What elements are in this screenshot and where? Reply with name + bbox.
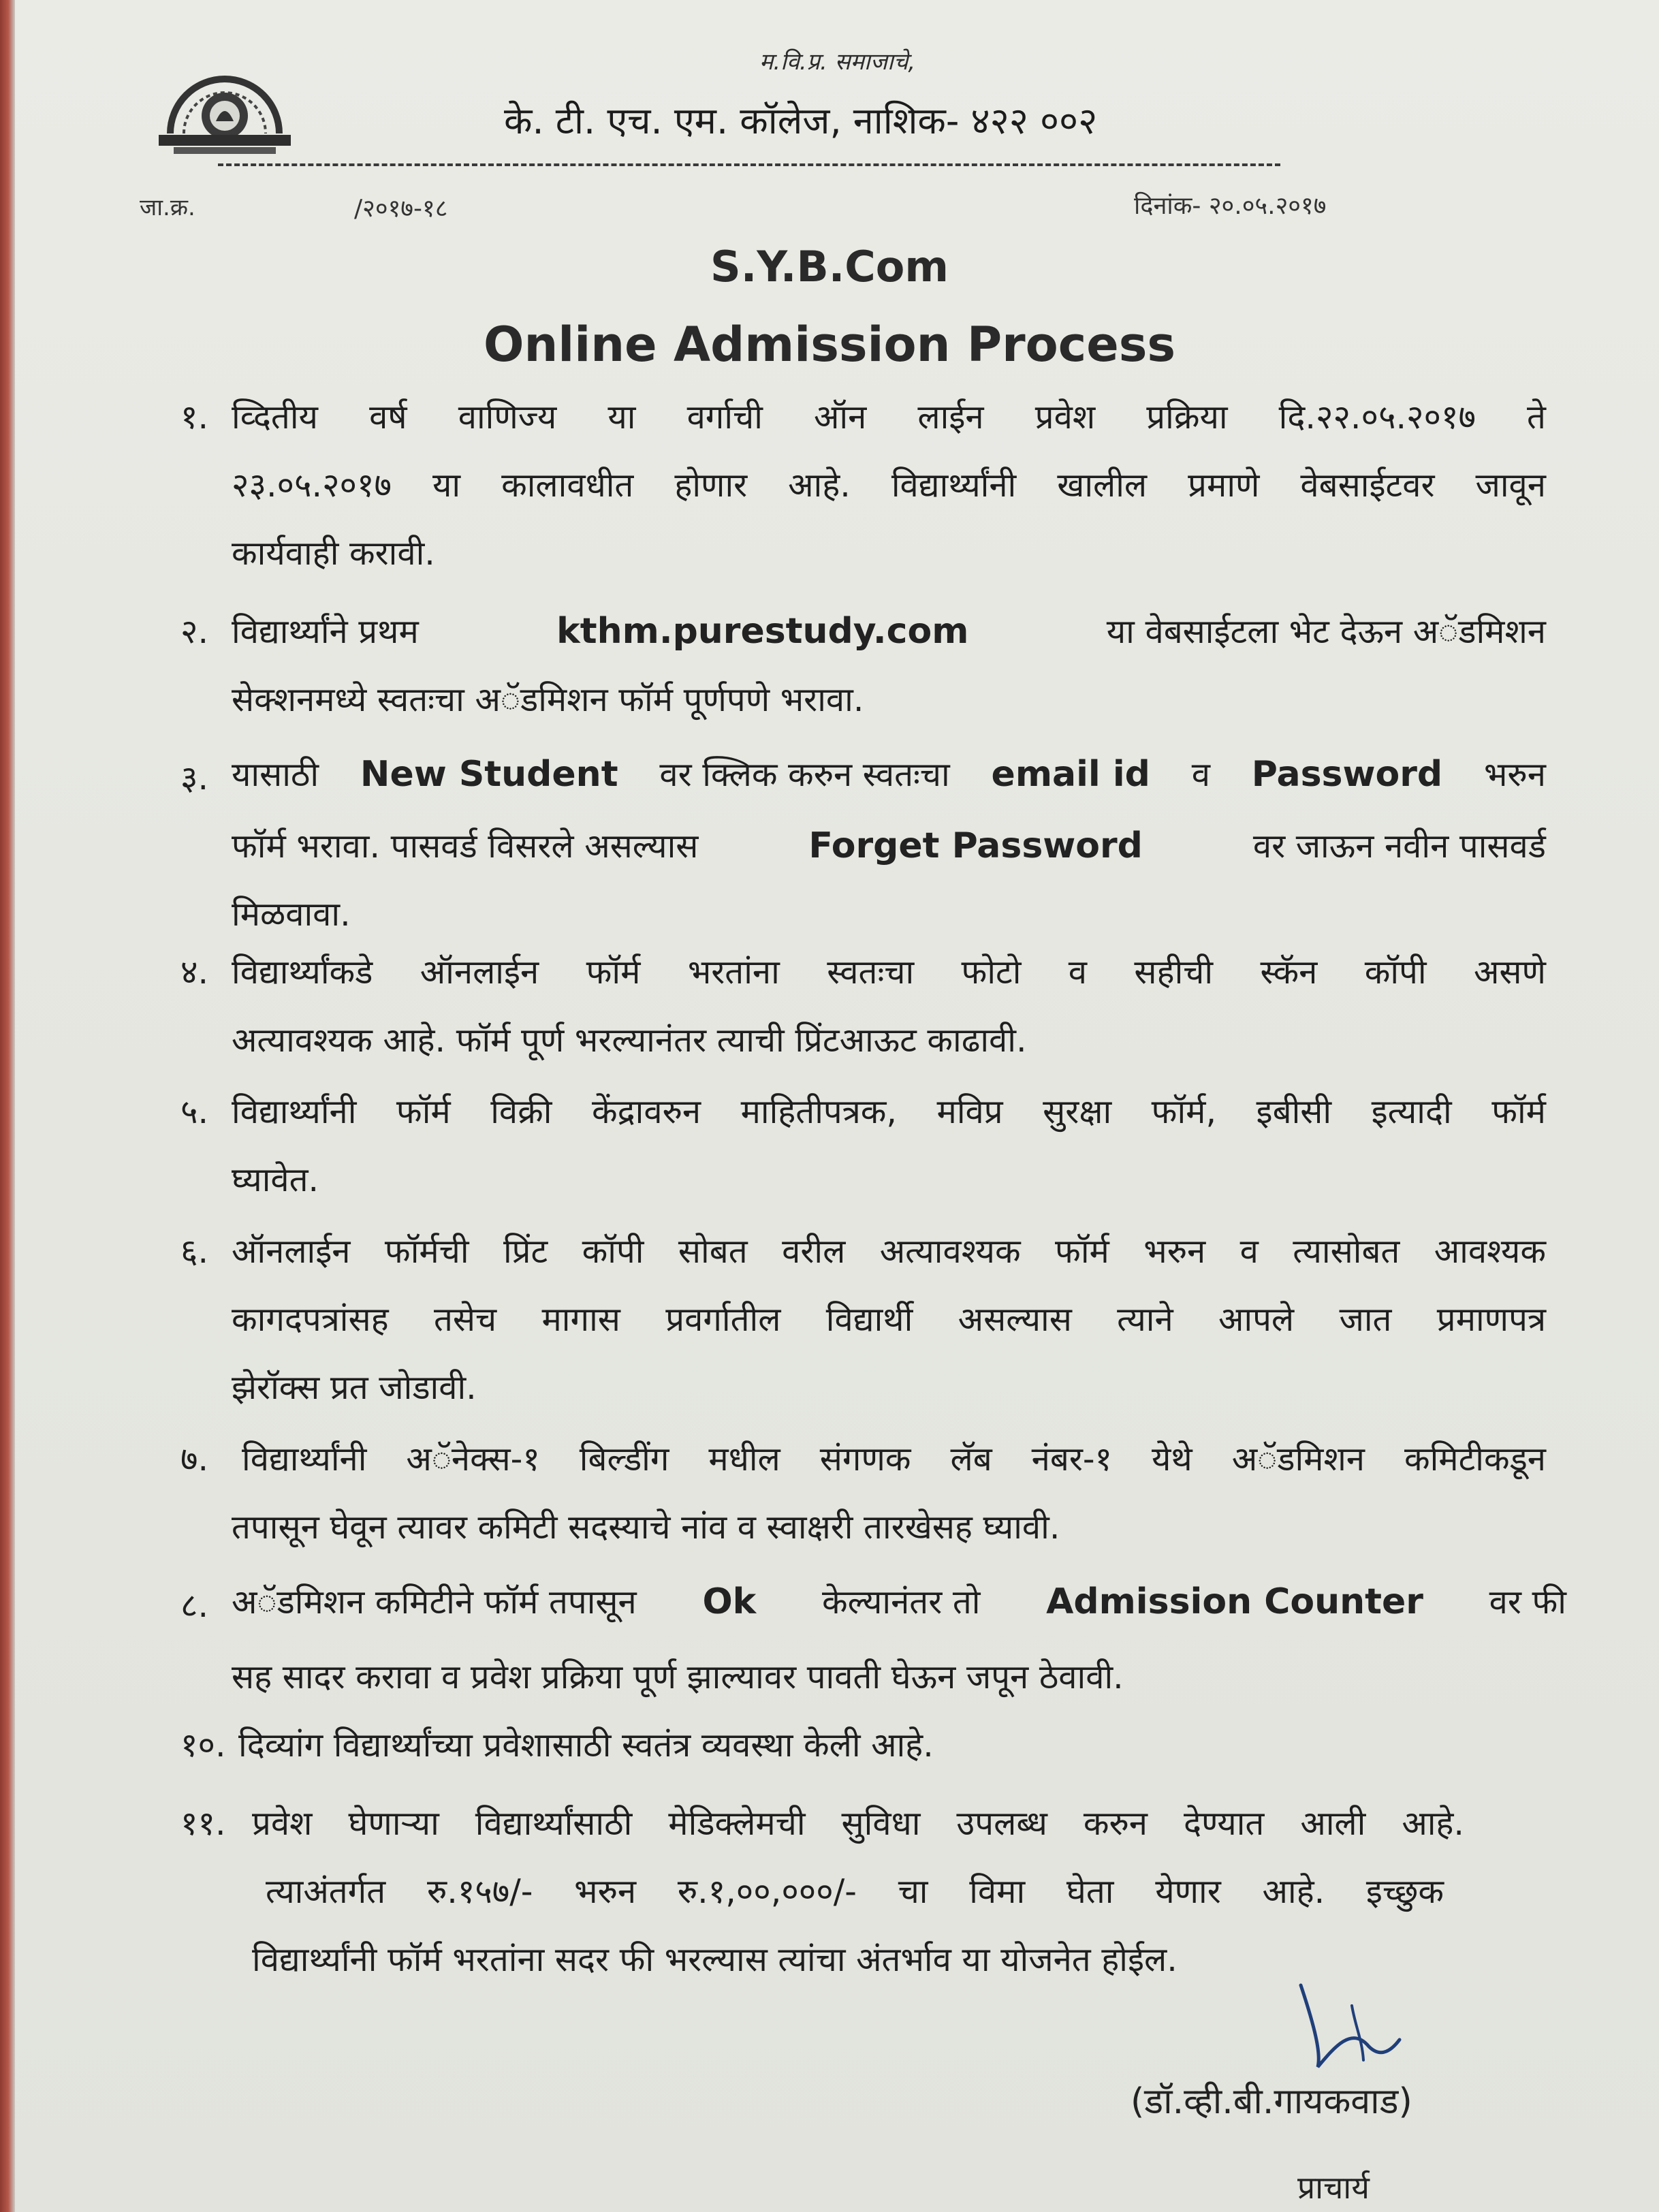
item-text: यासाठी: [232, 755, 319, 794]
signature-icon: [1287, 1965, 1410, 2081]
item-text: केल्यानंतर तो: [821, 1583, 981, 1622]
item-text: व: [1191, 755, 1210, 794]
item-line: विद्यार्थ्यांनी अॅनेक्स-१ बिल्डींग मधील संगणक लॅब नंबर-१ येथे अॅडमिशन कमिटीकडून: [242, 1440, 1546, 1479]
item-line: कागदपत्रांसह तसेच मागास प्रवर्गातील विद्यार्थी असल्यास त्याने आपले जात प्रमाणपत्र: [232, 1300, 1546, 1339]
item-text: वर जाऊन नवीन पासवर्ड: [1252, 827, 1546, 866]
item-line: [232, 751, 1546, 796]
website-link: kthm.purestudy.com: [556, 611, 969, 652]
item-line: त्याअंतर्गत रु.१५७/- भरुन रु.१,००,०००/- चा विमा घेता येणार आहे. इच्छुक: [266, 1872, 1444, 1911]
item-line: [232, 823, 1546, 868]
item-line: ऑनलाईन फॉर्मची प्रिंट कॉपी सोबत वरील अत्यावश्यक फॉर्म भरुन व त्यासोबत आवश्यक: [232, 1232, 1546, 1271]
item-line: व्दितीय वर्ष वाणिज्य या वर्गाची ऑन लाईन प्रवेश प्रक्रिया दि.२२.०५.२०१७ ते: [232, 398, 1546, 437]
item-text: भरुन: [1483, 755, 1546, 794]
item-line: तपासून घेवून त्यावर कमिटी सदस्याचे नांव व स्वाक्षरी तारखेसह घ्यावी.: [232, 1508, 1060, 1547]
college-name: के. टी. एच. एम. कॉलेज, नाशिक- ४२२ ००२: [504, 99, 1098, 142]
item-number: १.: [180, 398, 209, 437]
college-logo-icon: [153, 53, 296, 162]
email-id-label: email id: [991, 754, 1150, 795]
principal-name: (डॉ.व्ही.बी.गायकवाड): [1131, 2081, 1412, 2122]
item-line: विद्यार्थ्यांनी फॉर्म भरतांना सदर फी भरल्यास त्यांचा अंतर्भाव या योजनेत होईल.: [252, 1940, 1178, 1979]
password-label: Password: [1251, 754, 1443, 795]
outward-year: /२०१७-१८: [354, 195, 448, 223]
notice-title: Online Admission Process: [483, 317, 1176, 373]
item-number: ७.: [180, 1440, 209, 1479]
item-line: विद्यार्थ्यांकडे ऑनलाईन फॉर्म भरतांना स्वतःचा फोटो व सहीची स्कॅन कॉपी असणे: [232, 953, 1546, 992]
item-number: ४.: [180, 953, 209, 992]
item-number: ५.: [180, 1092, 209, 1131]
item-line: विद्यार्थ्यांनी फॉर्म विक्री केंद्रावरुन माहितीपत्रक, मविप्र सुरक्षा फॉर्म, इबीसी इत्यादी फॉर्म: [232, 1092, 1546, 1131]
society-name: म.वि.प्र. समाजाचे,: [759, 48, 916, 76]
item-line: मिळवावा.: [232, 895, 351, 934]
new-student-label: New Student: [360, 754, 618, 795]
item-number: ३.: [180, 759, 209, 797]
item-number: १०.: [180, 1726, 226, 1765]
item-text: वर फी: [1489, 1583, 1566, 1622]
item-line: झेरॉक्स प्रत जोडावी.: [232, 1368, 477, 1407]
item-line: दिव्यांग विद्यार्थ्यांच्या प्रवेशासाठी स्वतंत्र व्यवस्था केली आहे.: [238, 1726, 934, 1765]
item-line: २३.०५.२०१७ या कालावधीत होणार आहे. विद्यार्थ्यांनी खालील प्रमाणे वेबसाईटवर जावून: [232, 466, 1546, 505]
forget-password-label: Forget Password: [808, 825, 1143, 866]
principal-title: प्राचार्य: [1297, 2169, 1370, 2206]
admission-counter-label: Admission Counter: [1046, 1581, 1423, 1622]
item-number: २.: [180, 612, 209, 651]
ok-label: Ok: [702, 1581, 757, 1622]
item-text: फॉर्म भरावा. पासवर्ड विसरले असल्यास: [232, 827, 699, 866]
item-line: प्रवेश घेणाऱ्या विद्यार्थ्यांसाठी मेडिक्लेमची सुविधा उपलब्ध करुन देण्यात आली आहे.: [252, 1804, 1464, 1843]
course-title: S.Y.B.Com: [710, 242, 949, 291]
item-line: [232, 1579, 1566, 1624]
item-line: कार्यवाही करावी.: [232, 534, 435, 573]
item-text: अॅडमिशन कमिटीने फॉर्म तपासून: [232, 1583, 637, 1622]
item-number: ११.: [180, 1804, 226, 1843]
outward-number-label: जा.क्र.: [140, 194, 195, 221]
item-text: वर क्लिक करुन स्वतःचा: [659, 755, 950, 794]
item-line: सेक्शनमध्ये स्वतःचा अॅडमिशन फॉर्म पूर्णपणे भरावा.: [232, 680, 864, 719]
notice-date: दिनांक- २०.०५.२०१७: [1134, 192, 1327, 220]
item-line: [232, 608, 1546, 653]
item-line: घ्यावेत.: [232, 1160, 319, 1199]
item-text: विद्यार्थ्यांने प्रथम: [232, 612, 419, 651]
item-line: सह सादर करावा व प्रवेश प्रक्रिया पूर्ण झाल्यावर पावती घेऊन जपून ठेवावी.: [232, 1658, 1124, 1696]
header-divider: [218, 163, 1280, 166]
item-number: ६.: [180, 1232, 209, 1271]
item-line: अत्यावश्यक आहे. फॉर्म पूर्ण भरल्यानंतर त्याची प्रिंटआऊट काढावी.: [232, 1021, 1027, 1060]
item-text: या वेबसाईटला भेट देऊन अॅडमिशन: [1106, 612, 1546, 651]
item-number: ८.: [180, 1586, 209, 1625]
